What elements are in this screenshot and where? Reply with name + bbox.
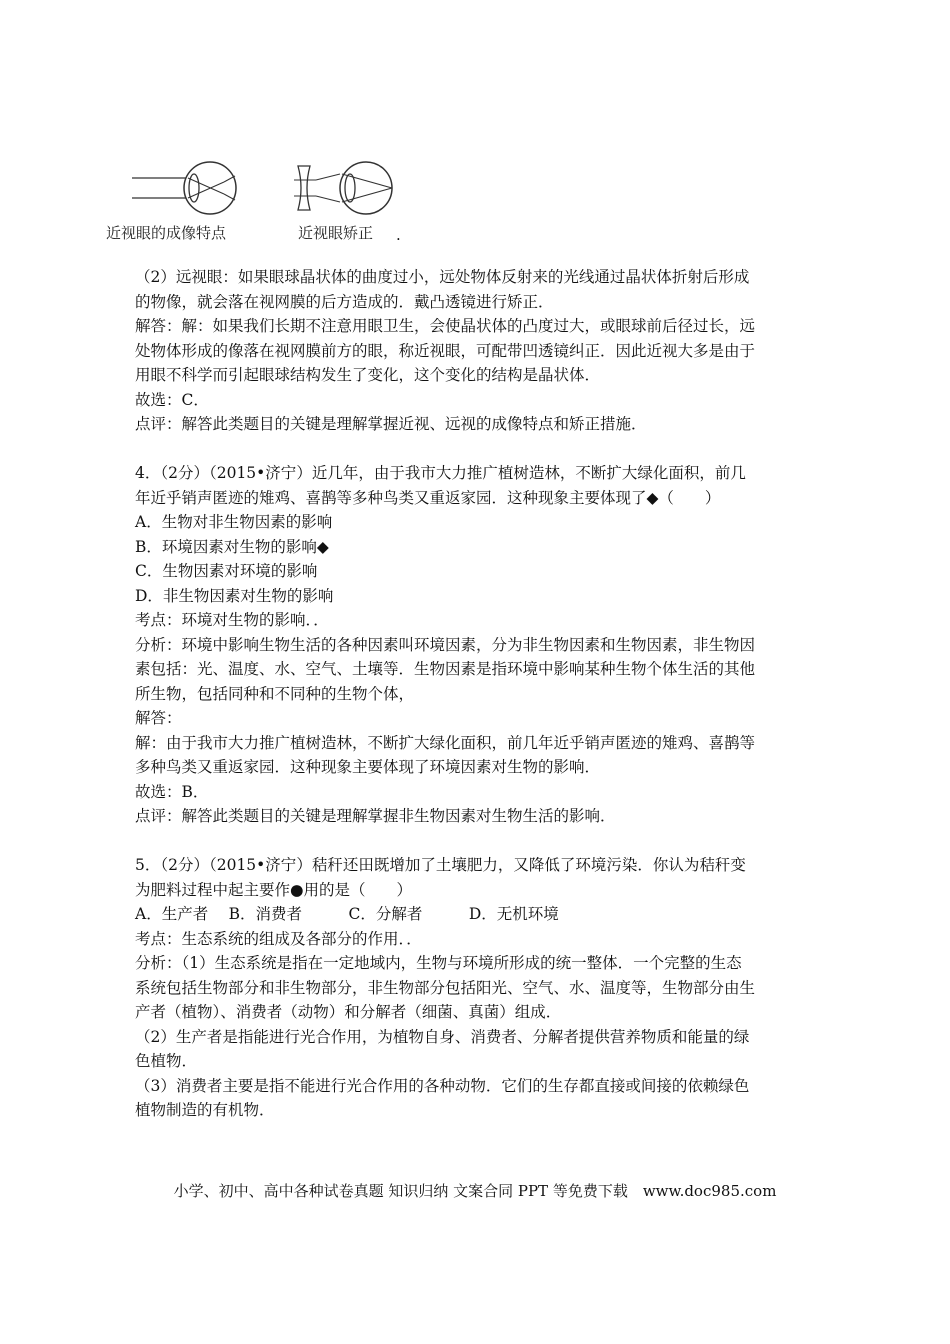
question-4-stem: 4．（2分）（2015•济宁）近几年，由于我市大力推广植树造林，不断扩大绿化面积，前几: [135, 464, 746, 482]
text-line: 点评：解答此类题目的关键是理解掌握非生物因素对生物生活的影响．: [135, 807, 616, 825]
paragraph-gap: [135, 437, 815, 462]
text-line: 产者（植物）、消费者（动物）和分解者（细菌、真菌）组成．: [135, 1003, 562, 1021]
text-line: 的物像，就会落在视网膜的后方造成的．戴凸透镜进行矫正．: [135, 292, 554, 311]
text-line: 系统包括生物部分和非生物部分，非生物部分包括阳光、空气、水、温度等，生物部分由生: [135, 978, 756, 997]
question-4-option-c: C．生物因素对环境的影响: [135, 562, 318, 580]
text-line: 解：由于我市大力推广植树造林，不断扩大绿化面积，前几年近乎销声匿迹的雉鸡、喜鹊等: [135, 733, 756, 752]
text-line: 植物制造的有机物．: [135, 1101, 275, 1119]
document-text-block: [135, 265, 815, 1123]
text-line: 素包括：光、温度、水、空气、土壤等．生物因素是指环境中影响某种生物个体生活的其他: [135, 660, 756, 678]
question-5-stem: 5．（2分）（2015•济宁）秸秆还田既增加了土壤肥力，又降低了环境污染．你认为秸秆变: [135, 856, 746, 874]
text-line: 解答：: [135, 709, 182, 727]
myopia-correction-diagram: [294, 160, 424, 220]
text-line: 多种鸟类又重返家园．这种现象主要体现了环境因素对生物的影响．: [135, 758, 601, 776]
right-figure-caption: 近视眼矫正: [298, 224, 374, 242]
text-line: 故选：C．: [135, 390, 209, 409]
text-line: 色植物．: [135, 1052, 198, 1070]
question-4-option-d: D．非生物因素对生物的影响: [135, 586, 334, 605]
text-line: （2）远视眼：如果眼球晶状体的曲度过小，远处物体反射来的光线通过晶状体折射后形成: [135, 268, 750, 286]
figure-trailing-period: .: [396, 226, 401, 244]
page-footer: 小学、初中、高中各种试卷真题 知识归纳 文案合同 PPT 等免费下载 www.doc985.com: [173, 1182, 777, 1200]
paragraph-gap: [135, 829, 815, 854]
question-5-stem: 为肥料过程中起主要作●用的是（ ）: [135, 880, 413, 899]
question-4-stem: 年近乎销声匿迹的雉鸡、喜鹊等多种鸟类又重返家园．这种现象主要体现了◆（ ）: [135, 488, 721, 507]
text-line: 分析：（1）生态系统是指在一定地域内，生物与环境所形成的统一整体．一个完整的生态: [135, 954, 742, 972]
text-line: 处物体形成的像落在视网膜前方的眼，称近视眼，可配带凹透镜纠正．因此近视大多是由于: [135, 341, 756, 360]
myopia-correction-figure: [294, 160, 424, 242]
left-figure-caption: 近视眼的成像特点: [106, 224, 227, 242]
text-line: （2）生产者是指能进行光合作用，为植物自身、消费者、分解者提供营养物质和能量的绿: [135, 1027, 750, 1046]
question-4-option-a: A．生物对非生物因素的影响: [135, 513, 333, 531]
text-line: 所生物，包括同种和不同种的生物个体，: [135, 684, 415, 703]
myopia-imaging-figure: [106, 160, 258, 242]
text-line: 考点：环境对生物的影响．．: [135, 611, 329, 629]
eye-figures: [106, 160, 448, 250]
question-4-option-b: B．环境因素对生物的影响◆: [135, 537, 329, 556]
myopia-eye-diagram: [128, 160, 258, 220]
text-line: 解答：解：如果我们长期不注意用眼卫生，会使晶状体的凸度过大，或眼球前后径过长，远: [135, 317, 756, 335]
text-line: 用眼不科学而引起眼球结构发生了变化，这个变化的结构是晶状体．: [135, 366, 601, 384]
text-line: 考点：生态系统的组成及各部分的作用．．: [135, 929, 422, 948]
text-line: 分析：环境中影响生物生活的各种因素叫环境因素，分为非生物因素和生物因素，非生物因: [135, 635, 756, 654]
question-5-options: A．生产者 B．消费者 C．分解者 D．无机环境: [135, 905, 559, 923]
text-line: （3）消费者主要是指不能进行光合作用的各种动物．它们的生存都直接或间接的依赖绿色: [135, 1076, 750, 1095]
text-line: 点评：解答此类题目的关键是理解掌握近视、远视的成像特点和矫正措施．: [135, 415, 647, 433]
text-line: 故选：B．: [135, 782, 209, 801]
